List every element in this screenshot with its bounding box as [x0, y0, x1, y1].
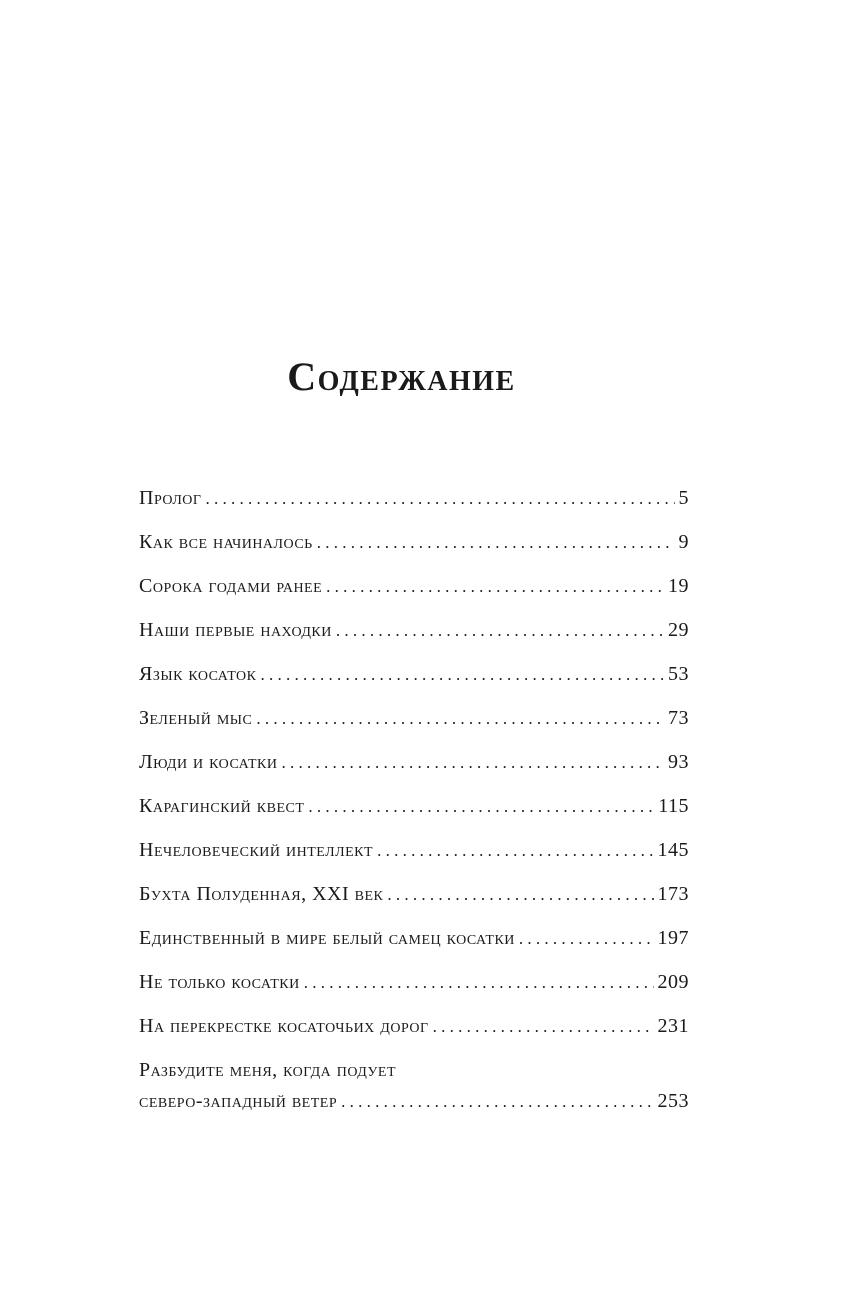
- toc-entry-page: 9: [678, 531, 689, 553]
- toc-leader-dots: [281, 753, 664, 773]
- toc-leader-dots: [256, 709, 664, 729]
- toc-leader-dots: [326, 577, 664, 597]
- toc-leader-dots: [519, 929, 654, 949]
- toc-entry-forty-years-earlier[interactable]: [139, 575, 689, 619]
- toc-entry-people-and-orcas[interactable]: [139, 751, 689, 795]
- toc-entry-poludennaya-bay[interactable]: [139, 883, 689, 927]
- toc-entry-page: 173: [657, 883, 689, 905]
- toc-entry-title-line1: Разбудите меня, когда подует: [139, 1059, 397, 1081]
- toc-entry-page: 231: [657, 1015, 689, 1037]
- toc-entry-first-findings[interactable]: [139, 619, 689, 663]
- toc-entry-title: Единственный в мире белый самец косатки: [139, 927, 515, 949]
- toc-entry-how-it-started[interactable]: [139, 531, 689, 575]
- toc-leader-dots: [261, 665, 664, 685]
- table-of-contents: [139, 487, 689, 1113]
- toc-entry-title: Карагинский квест: [139, 795, 305, 817]
- toc-entry-title: Сорока годами ранее: [139, 575, 323, 597]
- toc-entry-prologue[interactable]: [139, 487, 689, 531]
- toc-entry-title: Пролог: [139, 487, 202, 509]
- toc-entry-green-cape[interactable]: [139, 707, 689, 751]
- toc-leader-dots: [433, 1017, 654, 1037]
- toc-entry-page: 73: [668, 707, 689, 729]
- toc-entry-title: Нечеловеческий интеллект: [139, 839, 374, 861]
- toc-leader-dots: [206, 489, 675, 509]
- toc-leader-dots: [377, 841, 653, 861]
- toc-entry-title: Наши первые находки: [139, 619, 332, 641]
- toc-entry-page: 19: [668, 575, 689, 597]
- toc-leader-dots: [336, 621, 664, 641]
- toc-entry-page: 197: [657, 927, 689, 949]
- toc-entry-title: Бухта Полуденная, XXI век: [139, 883, 384, 905]
- toc-entry-karaginsky-quest[interactable]: [139, 795, 689, 839]
- toc-entry-page: 115: [658, 795, 689, 817]
- toc-entry-page: 145: [657, 839, 689, 861]
- toc-entry-white-male-orca[interactable]: [139, 927, 689, 971]
- toc-entry-title: На перекрестке косаточьих дорог: [139, 1015, 429, 1037]
- toc-entry-nonhuman-intellect[interactable]: [139, 839, 689, 883]
- toc-entry-page: 29: [668, 619, 689, 641]
- toc-entry-orca-language[interactable]: [139, 663, 689, 707]
- toc-leader-dots: [387, 885, 653, 905]
- toc-entry-page: 209: [657, 971, 689, 993]
- toc-entry-wake-me-up[interactable]: [139, 1059, 689, 1113]
- toc-entry-title: Как все начиналось: [139, 531, 313, 553]
- toc-entry-orca-crossroads[interactable]: [139, 1015, 689, 1059]
- toc-entry-page: 93: [668, 751, 689, 773]
- toc-leader-dots: [304, 973, 654, 993]
- toc-entry-page: 253: [657, 1090, 689, 1112]
- toc-entry-title-line2: северо-западный ветер: [139, 1090, 338, 1112]
- toc-leader-dots: [308, 797, 654, 817]
- toc-entry-not-only-orcas[interactable]: [139, 971, 689, 1015]
- toc-leader-dots: [341, 1092, 653, 1112]
- toc-entry-title: Люди и косатки: [139, 751, 278, 773]
- toc-entry-line2: [139, 1090, 689, 1113]
- toc-entry-page: 53: [668, 663, 689, 685]
- toc-entry-title: Язык косаток: [139, 663, 257, 685]
- toc-entry-page: 5: [678, 487, 689, 509]
- toc-leader-dots: [317, 533, 675, 553]
- toc-entry-title: Не только косатки: [139, 971, 300, 993]
- toc-entry-title: Зеленый мыс: [139, 707, 253, 729]
- page-title: Содержание: [287, 353, 516, 399]
